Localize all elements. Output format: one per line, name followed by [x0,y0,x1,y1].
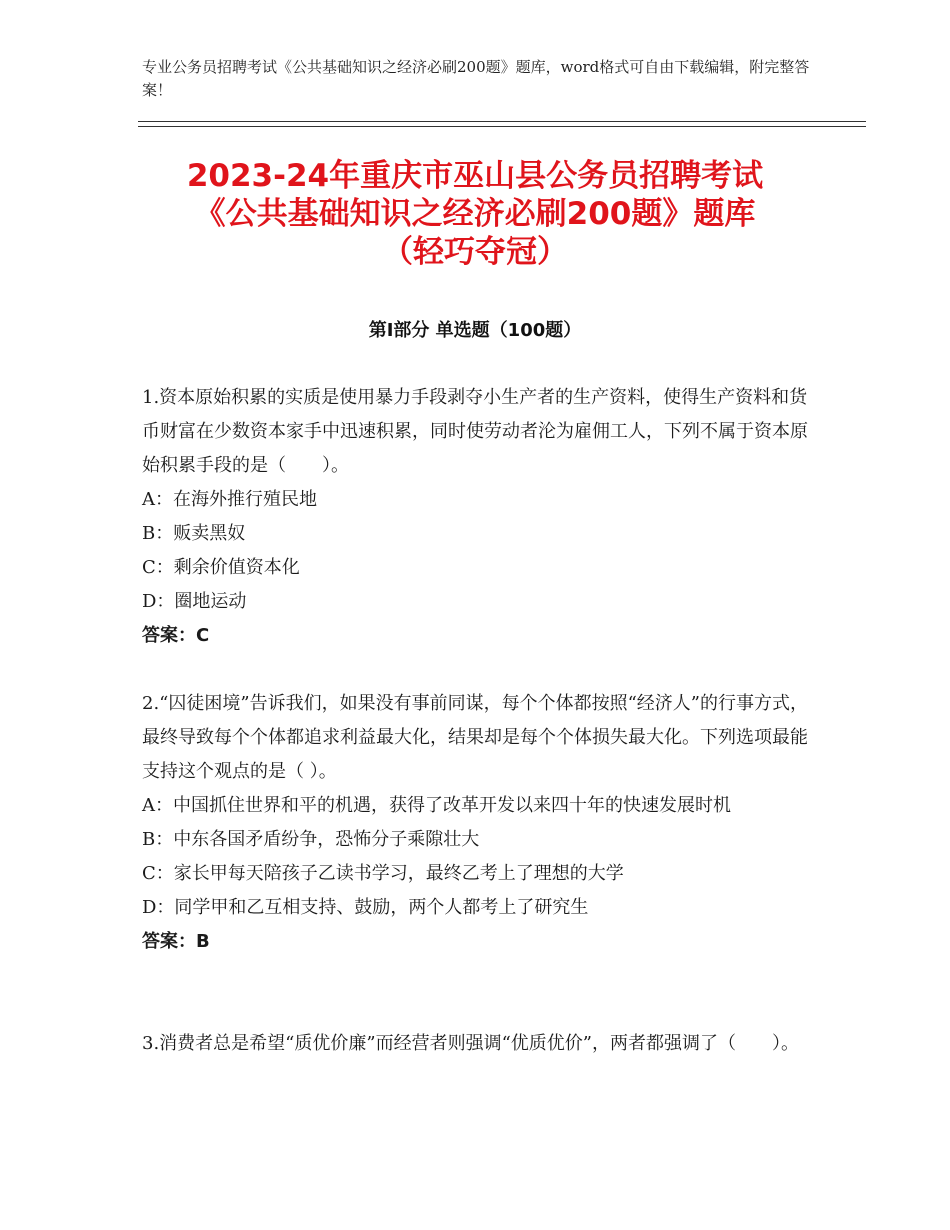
question-1 [142,381,810,653]
question-2 [142,687,810,959]
option-b: B：中东各国矛盾纷争，恐怖分子乘隙壮大 [142,829,480,850]
option-d: D：同学甲和乙互相支持、鼓励，两个人都考上了研究生 [142,897,589,918]
title-line-2: 《公共基础知识之经济必刷200题》题库 [194,196,756,232]
option-a: A：在海外推行殖民地 [142,489,317,510]
header-note: 专业公务员招聘考试《公共基础知识之经济必刷200题》题库，word格式可自由下载编辑，附完整答案！ [142,58,810,99]
option-c: C：家长甲每天陪孩子乙读书学习，最终乙考上了理想的大学 [142,863,624,884]
question-stem: 2.“囚徒困境”告诉我们，如果没有事前同谋，每个个体都按照“经济人”的行事方式，最终导致每个个体都追求利益最大化，结果却是每个个体损失最大化。下列选项最能支持这个观点的是（ ）。 [142,693,808,782]
answer-label: 答案：B [142,931,210,952]
question-stem: 1.资本原始积累的实质是使用暴力手段剥夺小生产者的生产资料，使得生产资料和货币财富在少数资本家手中迅速积累，同时使劳动者沦为雇佣工人，下列不属于资本原始积累手段的是（ ）。 [142,387,808,476]
answer-label: 答案：C [142,625,210,646]
question-3 [142,1027,810,1061]
header-divider [138,121,866,127]
question-stem: 3.消费者总是希望“质优价廉”而经营者则强调“优质优价”，两者都强调了（ ）。 [142,1033,799,1054]
option-c: C：剩余价值资本化 [142,557,300,578]
document-title [100,157,850,271]
option-a: A：中国抓住世界和平的机遇，获得了改革开发以来四十年的快速发展时机 [142,795,731,816]
section-heading: 第Ⅰ部分 单选题（100题） [368,320,582,341]
title-line-3: （轻巧夺冠） [382,234,568,270]
option-b: B：贩卖黑奴 [142,523,246,544]
title-line-1: 2023-24年重庆市巫山县公务员招聘考试 [186,158,764,194]
option-d: D：圈地运动 [142,591,247,612]
